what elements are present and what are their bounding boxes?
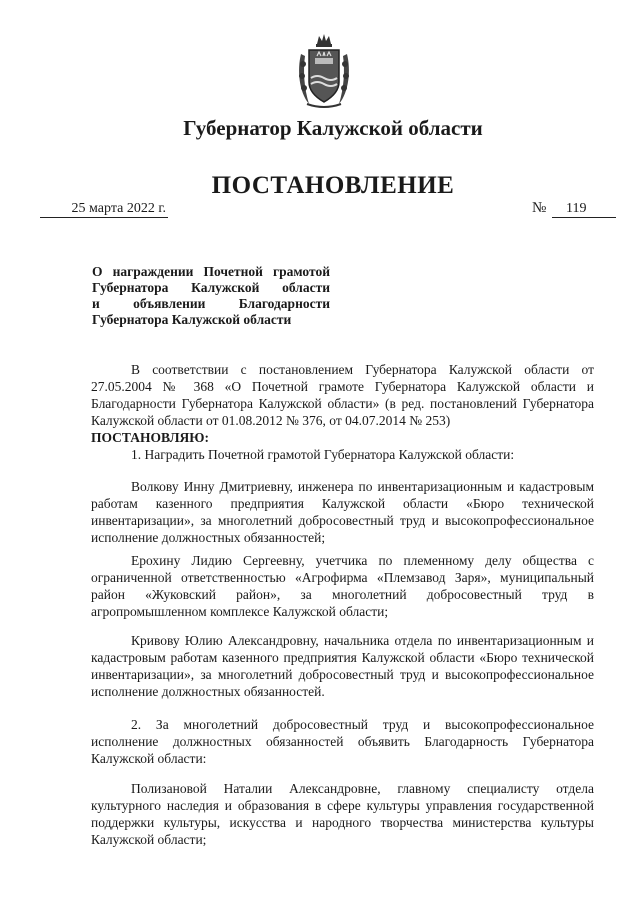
document-number: 119 [552,200,616,218]
item-1-paragraph: 1. Наградить Почетной грамотой Губернатора Калужской области: [131,447,515,462]
preamble-paragraph: В соответствии с постановлением Губернатора Калужской области от 27.05.2004 № 368 «О Почетной грамоте Губернатора Калужской области и Благодарности Губернатора Калужской области» (в ред. постановлений Губернатора Калужской области от 01.08.2012 № 376, от 04.07.2014 № 253) [91,362,594,428]
award-1-text: Волкову Инну Дмитриевну, инженера по инвентаризационным и кадастровым работам казенного предприятия Калужской области «Бюро технической инвентаризации», за многолетний добросовестный труд и высокопрофессиональное исполнение должностных обязанностей; [91,479,594,545]
subject-line: О награждении Почетной грамотой [92,264,330,279]
item-2-block [91,716,594,767]
coat-of-arms-icon [295,30,353,110]
award-3-text: Кривову Юлию Александровну, начальника отдела по инвентаризационным и кадастровым работам казенного предприятия Калужской области «Бюро технической инвентаризации», за многолетний добросовестный труд и высокопрофессиональное исполнение должностных обязанностей. [91,633,594,699]
award-paragraph [91,478,594,546]
award-paragraph [91,552,594,620]
resolve-word: ПОСТАНОВЛЯЮ: [91,430,209,445]
number-sign: № [532,200,547,216]
subject-line: Губернатора Калужской области [92,280,330,295]
item-2-paragraph: 2. За многолетний добросовестный труд и высокопрофессиональное исполнение должностных обязанностей объявить Благодарность Губернатора Калужской области: [91,717,594,766]
document-type-title: ПОСТАНОВЛЕНИЕ [211,172,455,199]
thanks-1-text: Полизановой Наталии Александровне, главному специалисту отдела культурного наследия и образования в сфере культуры управления государственной поддержки культуры, искусства и народного творчества министерства культуры Калужской области; [91,781,594,847]
thanks-paragraph [91,780,594,848]
document-subject [92,264,330,328]
subject-line: и объявлении Благодарности [92,296,330,311]
document-date: 25 марта 2022 г. [40,200,168,218]
award-2-text: Ерохину Лидию Сергеевну, учетчика по племенному делу общества с ограниченной ответственностью «Агрофирма «Племзавод Заря», муниципальный район «Жуковский район», за многолетний добросовестный труд в агропромышленном комплексе Калужской области; [91,553,594,619]
org-title: Губернатор Калужской области [183,116,483,140]
award-paragraph [91,632,594,700]
preamble-block [91,361,594,463]
subject-line: Губернатора Калужской области [92,312,292,327]
